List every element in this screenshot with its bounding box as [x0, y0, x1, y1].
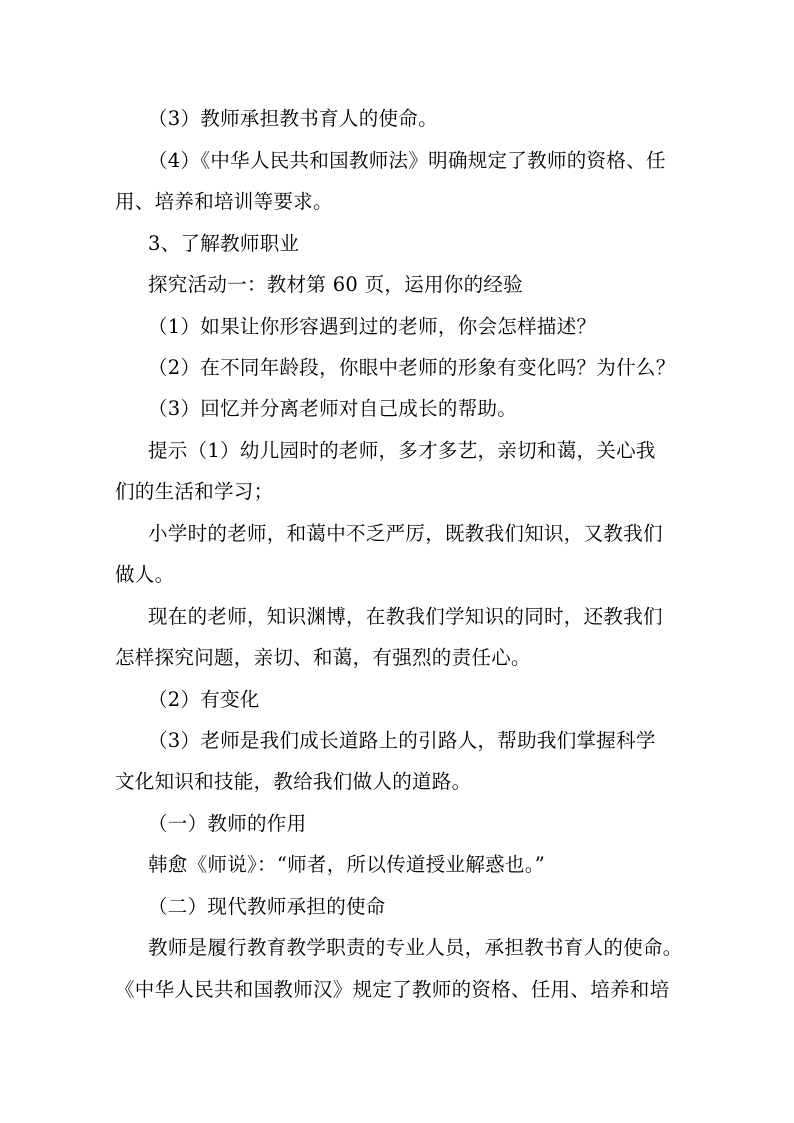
text-line: 现在的老师，知识渊博，在教我们学知识的同时，还教我们 — [148, 605, 663, 628]
section-heading: （二）现代教师承担的使命 — [148, 895, 386, 918]
text-line: 探究活动一：教材第 60 页，运用你的经验 — [148, 273, 524, 296]
text-line: （3）回忆并分离老师对自己成长的帮助。 — [148, 397, 518, 420]
text-line: 韩愈《师说》：“师者，所以传道授业解惑也。” — [148, 853, 546, 876]
text-line: （4）《中华人民共和国教师法》明确规定了教师的资格、任 — [148, 149, 666, 172]
text-line: 用、培养和培训等要求。 — [115, 190, 333, 213]
text-line: （2）在不同年龄段，你眼中老师的形象有变化吗？为什么？ — [148, 356, 676, 379]
text-line: （3）教师承担教书育人的使命。 — [148, 107, 438, 130]
section-heading: 3、了解教师职业 — [148, 232, 300, 255]
text-line: 们的生活和学习； — [115, 480, 274, 503]
text-line: （3）老师是我们成长道路上的引路人，帮助我们掌握科学 — [148, 729, 656, 752]
section-heading: （一）教师的作用 — [148, 812, 307, 835]
text-line: 做人。 — [115, 563, 175, 586]
text-line: 提示（1）幼儿园时的老师，多才多艺，亲切和蔼，关心我 — [148, 439, 656, 462]
text-line: （2）有变化 — [148, 688, 260, 711]
text-line: 教师是履行教育教学职责的专业人员，承担教书育人的使命。 — [148, 936, 683, 959]
text-line: 《中华人民共和国教师汉》规定了教师的资格、任用、培养和培 — [115, 978, 670, 1001]
text-line: 文化知识和技能，教给我们做人的道路。 — [115, 770, 472, 793]
text-line: （1）如果让你形容遇到过的老师，你会怎样描述？ — [148, 315, 597, 338]
text-line: 怎样探究问题，亲切、和蔼，有强烈的责任心。 — [115, 646, 531, 669]
text-line: 小学时的老师，和蔼中不乏严厉，既教我们知识，又教我们 — [148, 522, 663, 545]
